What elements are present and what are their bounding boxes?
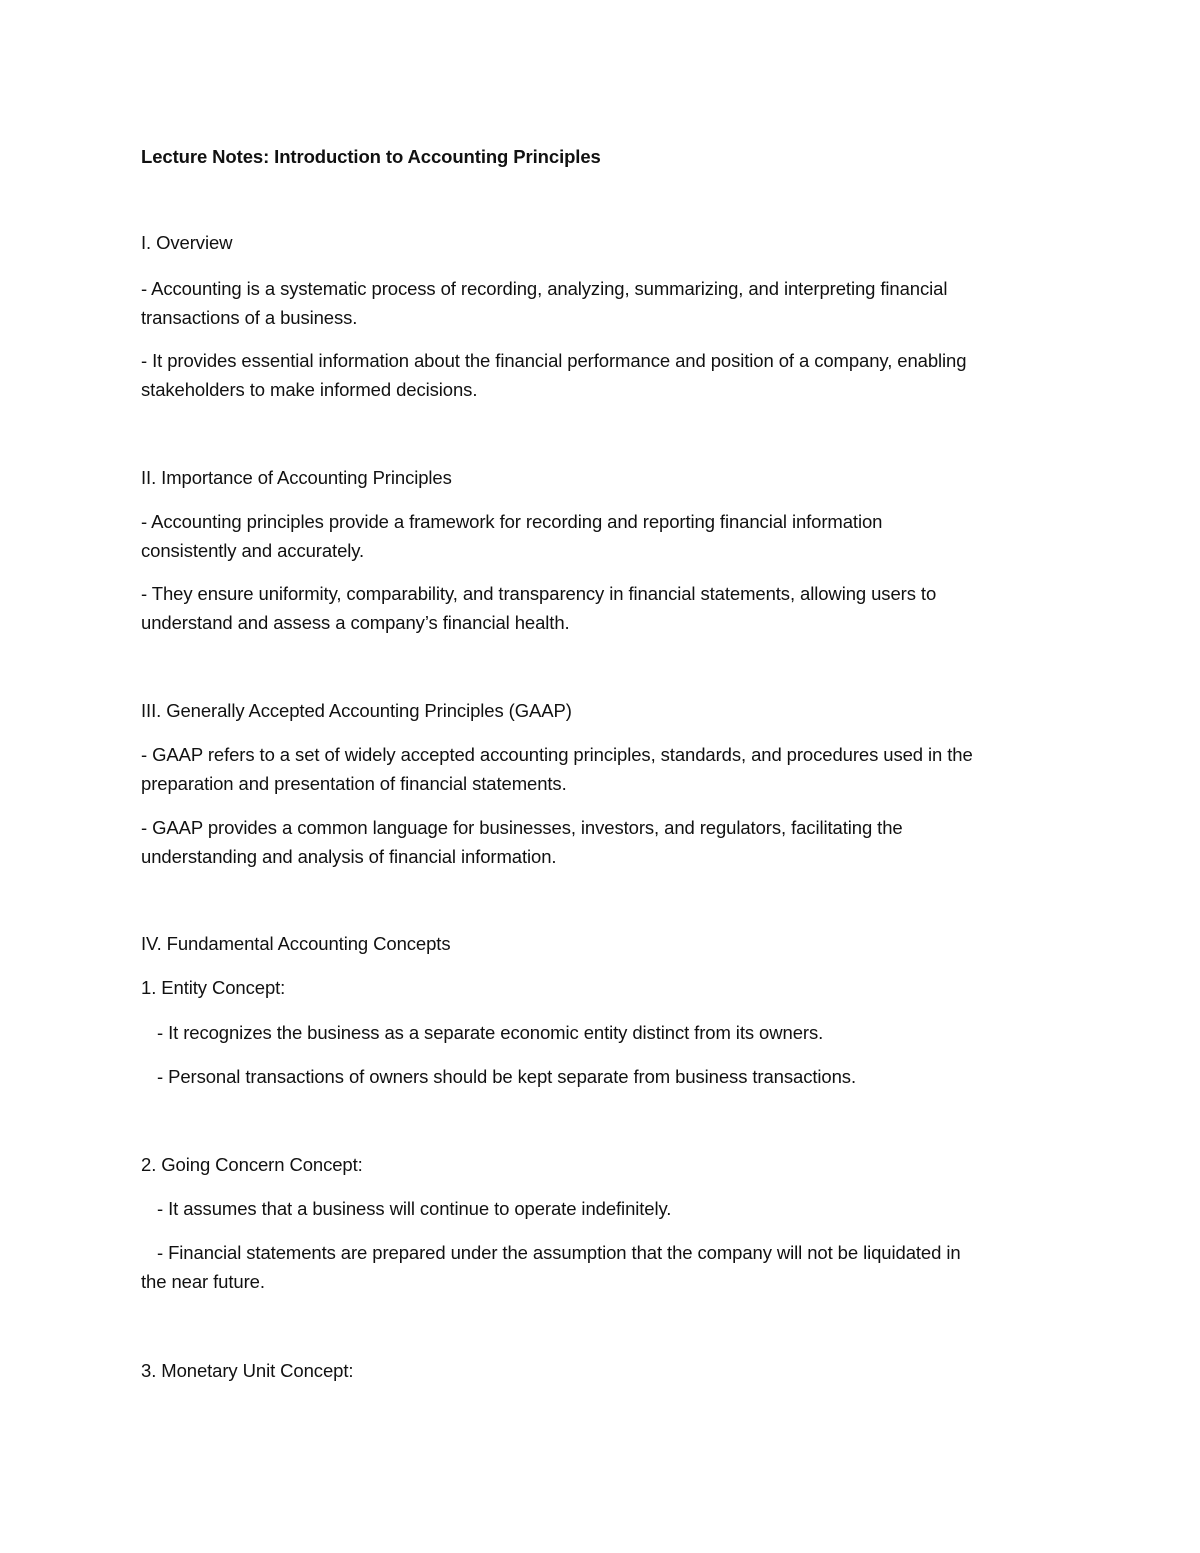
- paragraph-line: consistently and accurately.: [141, 540, 365, 561]
- paragraph-line: stakeholders to make informed decisions.: [141, 379, 478, 400]
- section-heading-concepts: IV. Fundamental Accounting Concepts: [141, 933, 451, 954]
- section-heading-overview: I. Overview: [141, 232, 233, 253]
- paragraph-line: - GAAP refers to a set of widely accepted accounting principles, standards, and procedures used in the: [141, 744, 973, 765]
- concept-bullet-continuation: the near future.: [141, 1271, 265, 1292]
- paragraph-line: preparation and presentation of financial statements.: [141, 773, 567, 794]
- concept-bullet: - Personal transactions of owners should be kept separate from business transactions.: [157, 1066, 856, 1087]
- concept-bullet: - Financial statements are prepared under the assumption that the company will not be liquidated in: [157, 1242, 961, 1263]
- concept-heading-going-concern: 2. Going Concern Concept:: [141, 1154, 363, 1175]
- paragraph-line: - GAAP provides a common language for businesses, investors, and regulators, facilitating the: [141, 817, 903, 838]
- concept-heading-monetary-unit: 3. Monetary Unit Concept:: [141, 1360, 354, 1381]
- concept-heading-entity: 1. Entity Concept:: [141, 977, 286, 998]
- page-title: Lecture Notes: Introduction to Accounting Principles: [141, 146, 601, 167]
- section-heading-importance: II. Importance of Accounting Principles: [141, 467, 452, 488]
- paragraph-line: - They ensure uniformity, comparability, and transparency in financial statements, allowing users to: [141, 583, 937, 604]
- paragraph-line: transactions of a business.: [141, 307, 358, 328]
- paragraph-line: understanding and analysis of financial information.: [141, 846, 557, 867]
- paragraph-line: - It provides essential information about the financial performance and position of a company, enabling: [141, 350, 967, 371]
- paragraph-line: - Accounting is a systematic process of recording, analyzing, summarizing, and interpreting financial: [141, 278, 948, 299]
- concept-bullet: - It recognizes the business as a separate economic entity distinct from its owners.: [157, 1022, 824, 1043]
- paragraph-line: understand and assess a company’s financial health.: [141, 612, 570, 633]
- section-heading-gaap: III. Generally Accepted Accounting Principles (GAAP): [141, 700, 572, 721]
- concept-bullet: - It assumes that a business will continue to operate indefinitely.: [157, 1198, 672, 1219]
- paragraph-line: - Accounting principles provide a framework for recording and reporting financial information: [141, 511, 883, 532]
